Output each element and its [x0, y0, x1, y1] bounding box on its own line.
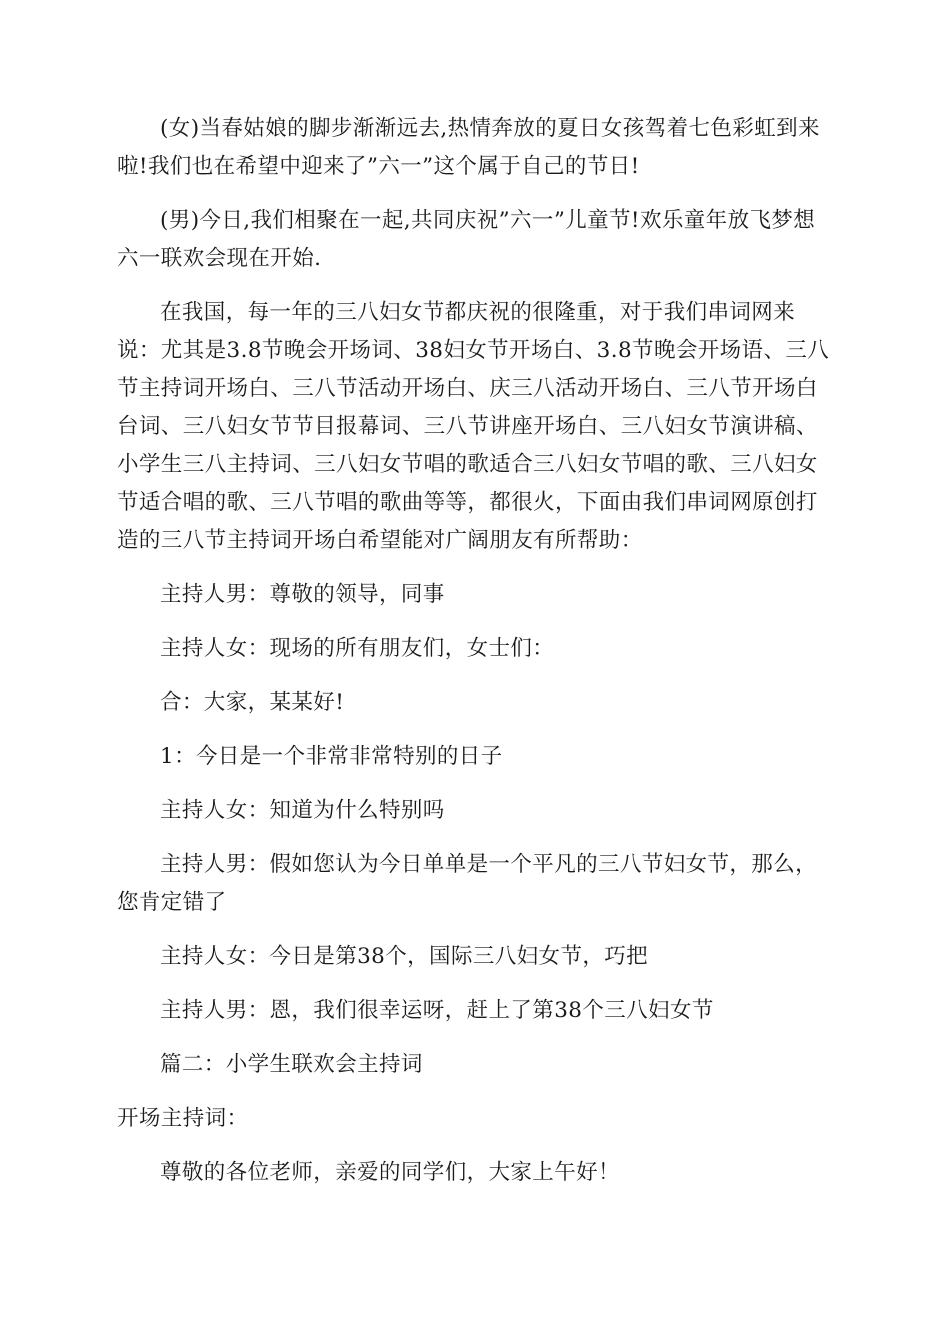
paragraph-host-male-3: 主持人男：恩，我们很幸运呀，赶上了第38个三八妇女节: [160, 998, 714, 1023]
section-heading-part-two: 篇二：小学生联欢会主持词: [160, 1052, 423, 1077]
paragraph-host-female-3: 主持人女：今日是第38个，国际三八妇女节，巧把: [160, 944, 649, 969]
paragraph-greeting: 尊敬的各位老师，亲爱的同学们，大家上午好！: [160, 1160, 620, 1185]
subheading-opening-script: 开场主持词：: [117, 1106, 249, 1131]
document-body: [117, 110, 833, 1208]
paragraph-host-female-1: 主持人女：现场的所有朋友们，女士们：: [160, 636, 555, 661]
paragraph-female-opening: (女)当春姑娘的脚步渐渐远去,热情奔放的夏日女孩驾着七色彩虹到来啦!我们也在希望中迎来了”六一”这个属于自己的节日!: [117, 116, 820, 179]
paragraph-introduction: 在我国，每一年的三八妇女节都庆祝的很隆重，对于我们串词网来说：尤其是3.8节晚会开场词、38妇女节开场白、3.8节晚会开场语、三八节主持词开场白、三八节活动开场白、庆三八活动开场白、三八节开场白台词、三八妇女节节目报幕词、三八节讲座开场白、三八妇女节演讲稿、小学生三八主持词、三八妇女节唱的歌适合三八妇女节唱的歌、三八妇女节适合唱的歌、三八节唱的歌曲等等，都很火，下面由我们串词网原创打造的三八节主持词开场白希望能对广阔朋友有所帮助：: [117, 300, 830, 553]
paragraph-line-1: 1：今日是一个非常非常特别的日子: [160, 744, 503, 769]
paragraph-host-male-2: 主持人男：假如您认为今日单单是一个平凡的三八节妇女节，那么，您肯定错了: [117, 852, 818, 915]
paragraph-male-opening: (男)今日,我们相聚在一起,共同庆祝”六一”儿童节!欢乐童年放飞梦想六一联欢会现在开始.: [117, 208, 816, 271]
paragraph-host-male-1: 主持人男：尊敬的领导，同事: [160, 582, 445, 607]
paragraph-together: 合：大家，某某好!: [160, 690, 345, 715]
paragraph-host-female-2: 主持人女：知道为什么特别吗: [160, 798, 445, 823]
